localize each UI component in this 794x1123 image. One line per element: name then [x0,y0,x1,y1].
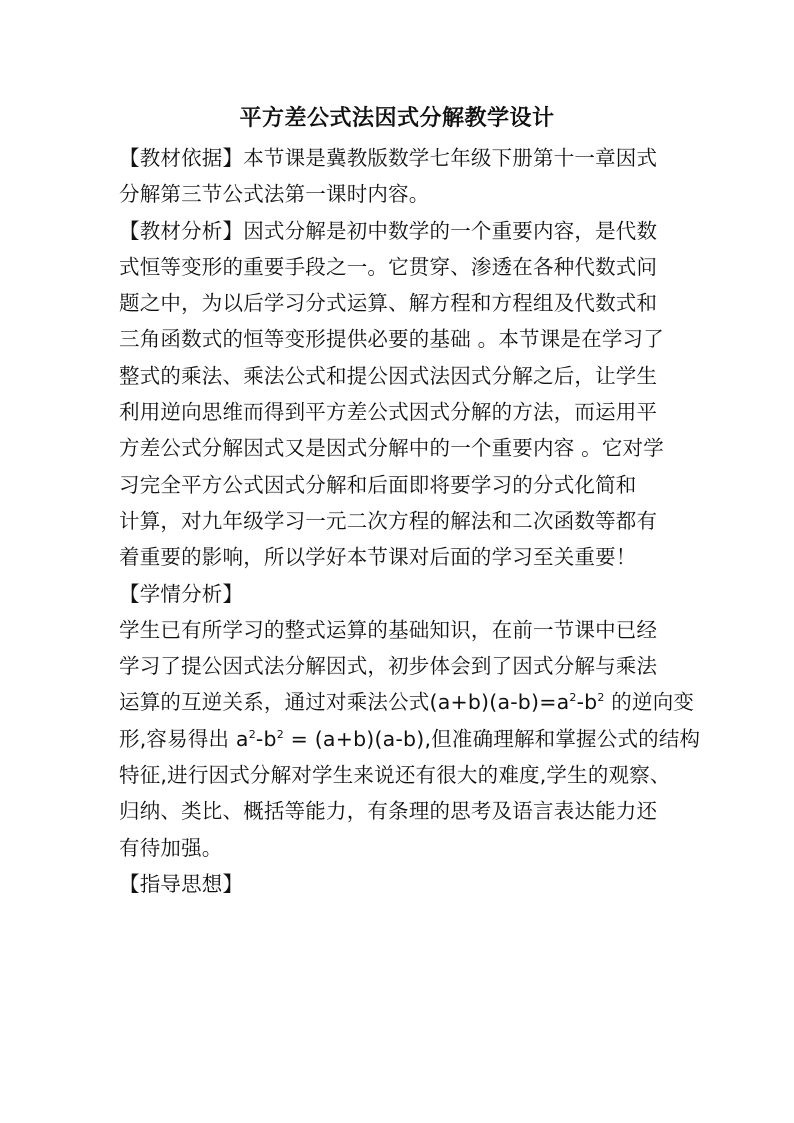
text-line: 有待加强。 [119,835,223,860]
formula-exponent: 2 [276,727,284,741]
text-line: 方差公式分解因式又是因式分解中的一个重要内容 。它对学 [119,436,664,461]
text-line: 归纳、类比、概括等能力，有条理的思考及语言表达能力还 [119,799,658,824]
formula-text-before: 形,容易得出 a [119,726,249,751]
document-body [119,140,701,902]
text-line: 式恒等变形的重要手段之一。它贯穿、渗透在各种代数式问 [119,254,658,279]
formula-text-mid: -b [255,726,277,751]
formula-line [119,684,695,720]
formula-text-after: 的逆向变 [604,690,695,715]
formula-line [119,721,701,757]
text-line: 习完全平方公式因式分解和后面即将要学习的分式化简和 [119,472,637,497]
text-line: 学习了提公因式法分解因式，初步体会到了因式分解与乘法 [119,654,658,679]
text-line: 分解第三节公式法第一课时内容。 [119,182,430,207]
text-line: 【教材依据】本节课是冀教版数学七年级下册第十一章因式 [119,146,658,170]
text-line: 特征,进行因式分解对学生来说还有很大的难度,学生的观察、 [119,763,671,788]
section-heading: 【学情分析】 [119,581,244,606]
formula-text-after: = (a+b)(a-b),但准确理解和掌握公式的结构 [283,726,701,751]
formula-text-before: 运算的互逆关系，通过对乘法公式(a+b)(a-b)=a [119,690,570,715]
section-heading: 【指导思想】 [119,871,244,896]
formula-exponent: 2 [248,727,256,741]
text-line: 三角函数式的恒等变形提供必要的基础 。本节课是在学习了 [119,327,664,352]
text-line: 整式的乘法、乘法公式和提公因式法因式分解之后，让学生 [119,363,658,388]
document-title: 平方差公式法因式分解教学设计 [239,105,555,131]
text-line: 着重要的影响，所以学好本节课对后面的学习至关重要！ [119,545,637,570]
text-line: 学生已有所学习的整式运算的基础知识，在前一节课中已经 [119,617,658,642]
formula-text-mid: -b [576,690,598,715]
text-line: 题之中，为以后学习分式运算、解方程和方程组及代数式和 [119,291,658,316]
formula-exponent: 2 [569,691,577,705]
text-line: 利用逆向思维而得到平方差公式因式分解的方法，而运用平 [119,400,658,425]
text-line: 【教材分析】因式分解是初中数学的一个重要内容，是代数 [119,218,658,243]
text-line: 计算，对九年级学习一元二次方程的解法和二次函数等都有 [119,508,658,533]
formula-exponent: 2 [597,691,605,705]
